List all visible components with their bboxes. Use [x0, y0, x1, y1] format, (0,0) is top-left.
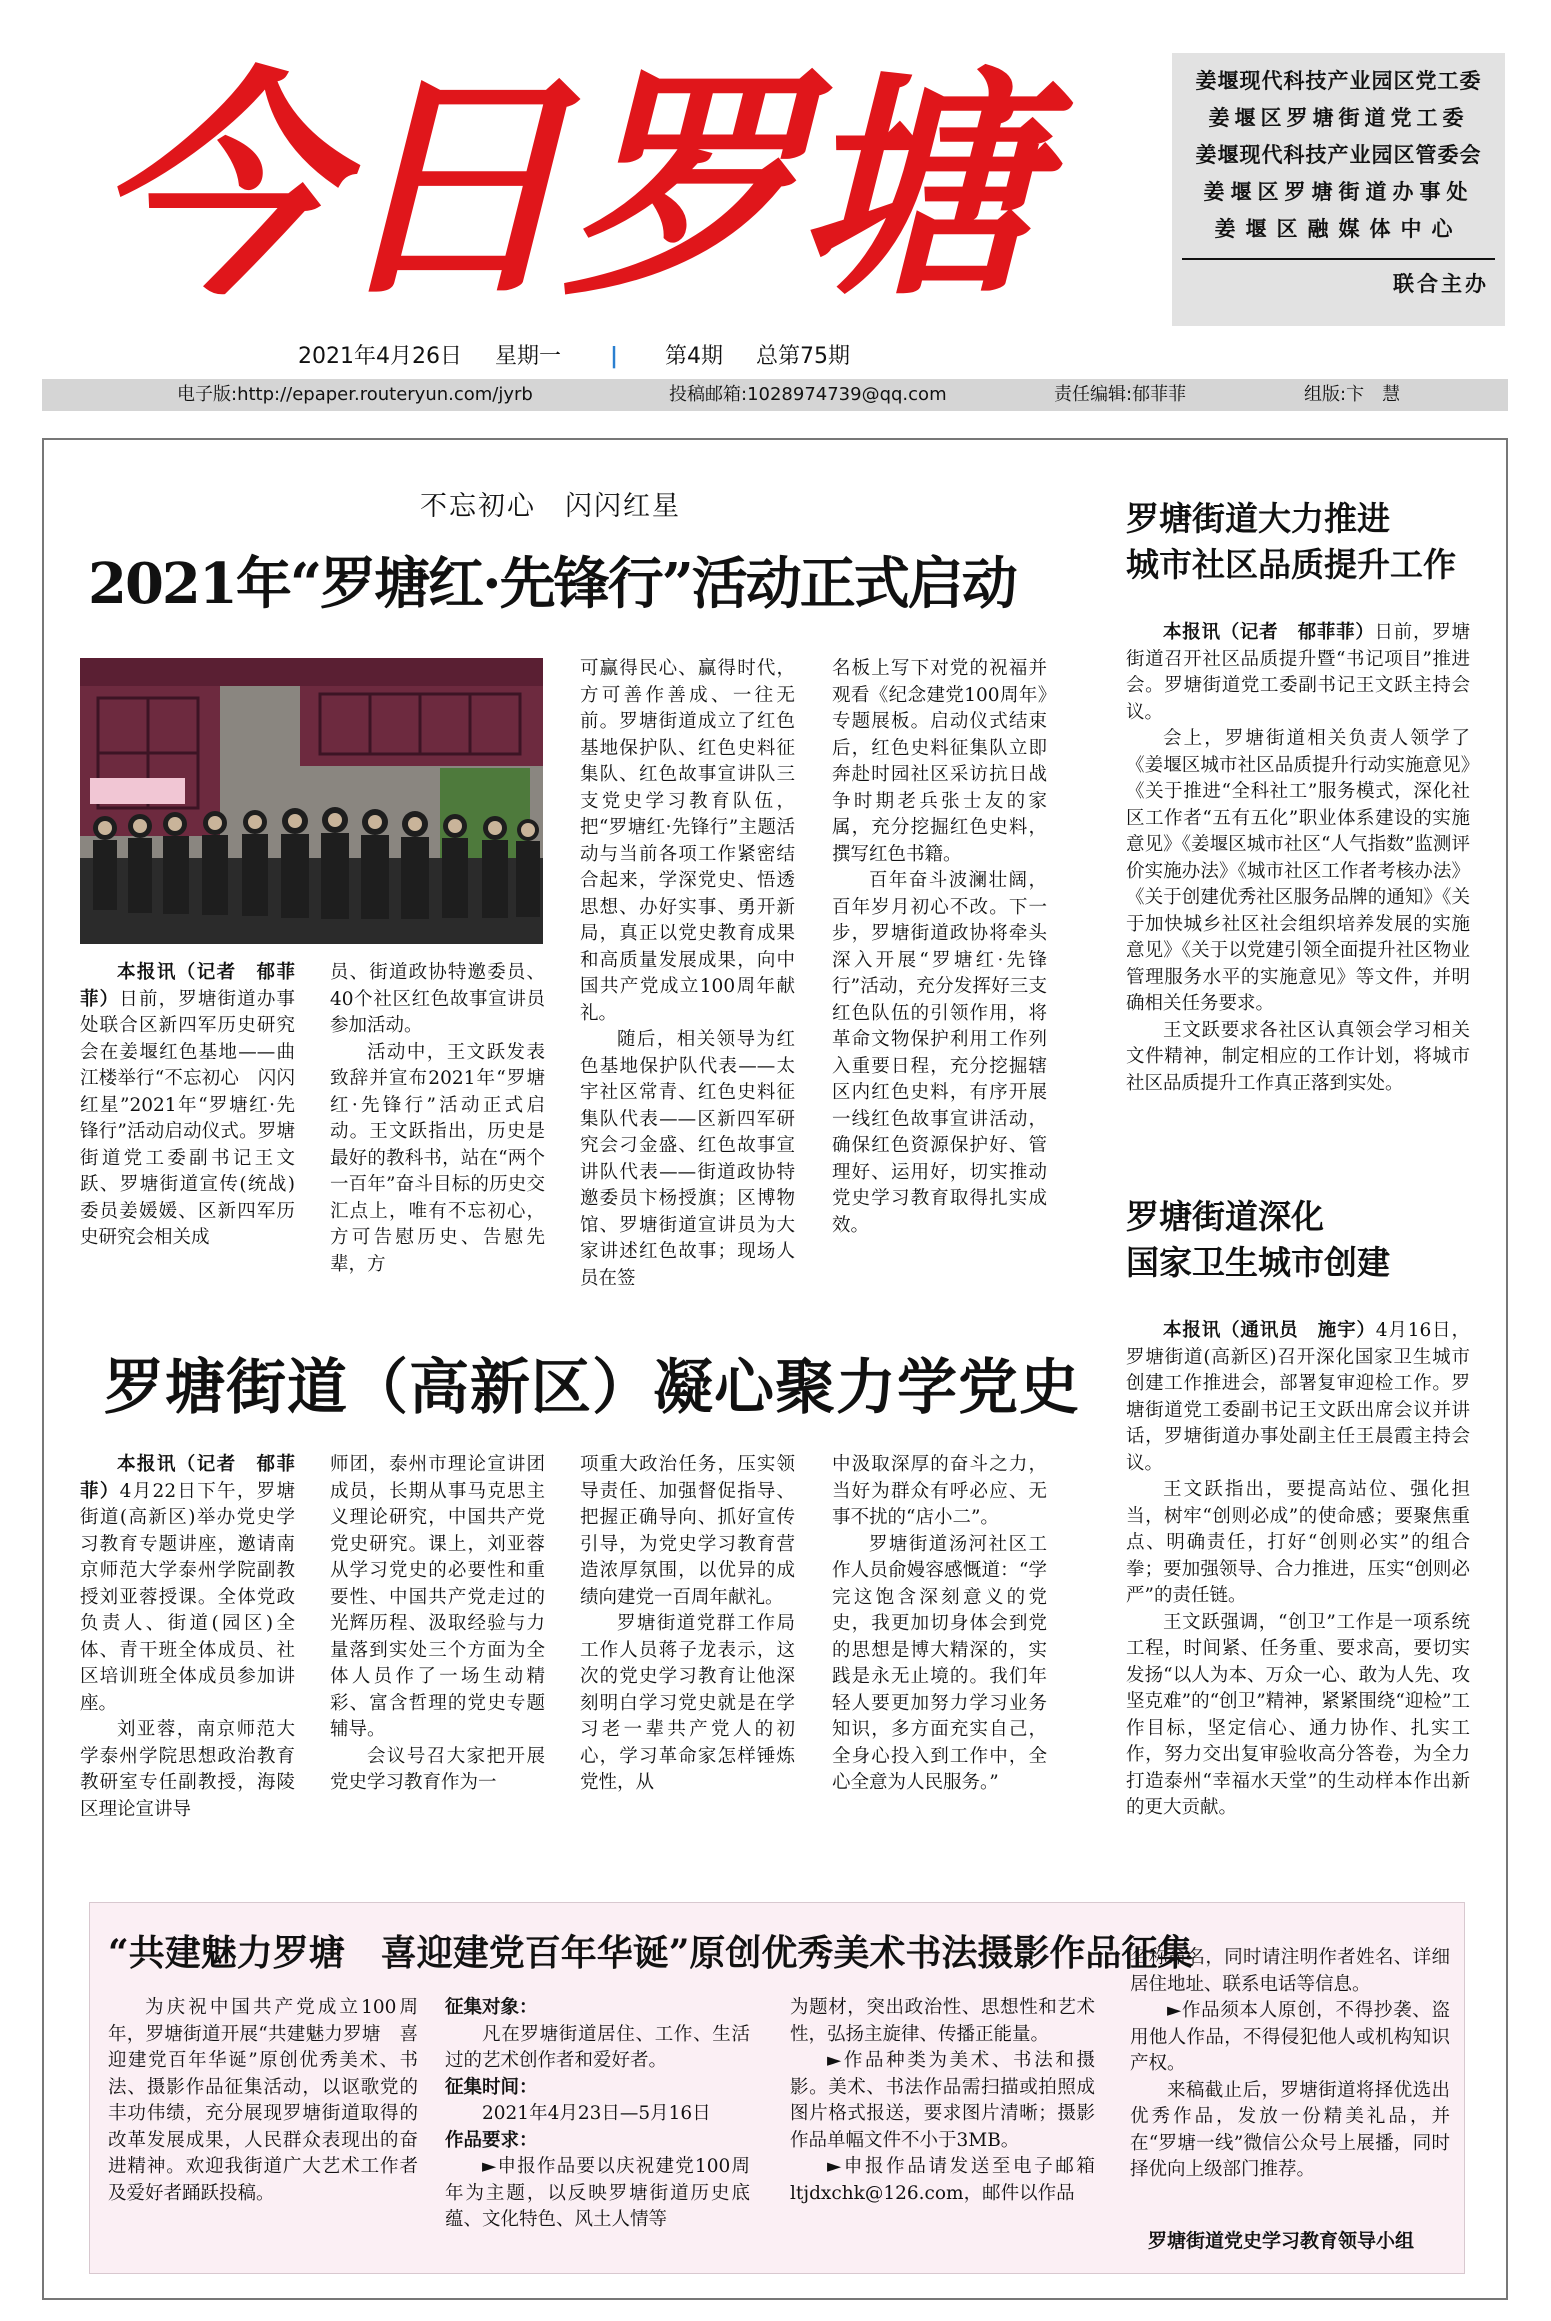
dateline [298, 337, 876, 377]
sidebar2-byline: 本报讯（通讯员 施宇） [1163, 1320, 1376, 1341]
info-bar [42, 379, 1508, 411]
event-photo-illustration [80, 658, 543, 944]
notice-label: 作品要求： [445, 2129, 538, 2151]
notice-paragraph: 2021年4月23日—5月16日 [482, 2103, 711, 2124]
notice-paragraph: 凡在罗塘街道居住、工作、生活过的艺术创作者和爱好者。 [445, 2023, 750, 2071]
notice-column-4 [1130, 1945, 1450, 2215]
article2-paragraph: 罗塘街道党群工作局工作人员蒋子龙表示，这次的党史学习教育让他深刻明白学习党史就是在学习老一辈共产党人的初心，学习革命家怎样锤炼党性，从 [580, 1613, 795, 1793]
issue-weekday: 星期一 [494, 344, 561, 369]
sidebar2-headline-line1: 罗塘街道深化 [1126, 1197, 1324, 1236]
epaper-link[interactable]: 电子版:http://epaper.routeryun.com/jyrb [177, 384, 533, 405]
article1-headline: 2021年“罗塘红·先锋行”活动正式启动 [88, 551, 1016, 617]
sponsor-line: 姜堰区罗塘街道党工委 [1208, 106, 1469, 130]
notice-paragraph: ►作品种类为美术、书法和摄影。美术、书法作品需扫描或拍照成图片格式报送，要求图片清晰；摄影作品单幅文件不小于3MB。 [790, 2050, 1095, 2151]
notice-column-1 [108, 1995, 418, 2255]
submission-email[interactable]: 投稿邮箱:1028974739@qq.com [669, 384, 947, 405]
article2-column-1 [80, 1452, 295, 1824]
article1-paragraph: 员、街道政协特邀委员、40个社区红色故事宣讲员参加活动。 [330, 962, 545, 1036]
sidebar1-paragraph: 王文跃要求各社区认真领会学习相关文件精神，制定相应的工作计划，将城市社区品质提升工作真正落到实处。 [1126, 1019, 1470, 1094]
article2-paragraph: 会议号召大家把开展党史学习教育作为一 [330, 1745, 545, 1793]
sidebar2-headline-line2: 国家卫生城市创建 [1126, 1243, 1390, 1282]
article2-column-3 [580, 1452, 795, 1824]
sidebar1-byline: 本报讯（记者 郁菲菲） [1163, 622, 1375, 643]
article2-column-2 [330, 1452, 545, 1824]
article1-paragraph: 随后，相关领导为红色基地保护队代表——太宇社区常青、红色史料征集队代表——区新四军研究会刁金盛、红色故事宣讲队代表——街道政协特邀委员卞杨授旗；区博物馆、罗塘街道宣讲员为大家讲述红色故事；现场人员在签 [580, 1029, 795, 1289]
event-photo [80, 658, 543, 944]
sidebar1-body [1126, 620, 1470, 1120]
notice-paragraph: ►作品须本人原创，不得抄袭、盗用他人作品，不得侵犯他人或机构知识产权。 [1130, 2000, 1450, 2074]
sponsor-line: 姜堰区融媒体中心 [1214, 217, 1463, 241]
article1-paragraph: 活动中，王文跃发表致辞并宣布2021年“罗塘红·先锋行”活动正式启动。王文跃指出，历史是最好的教科书，站在“两个一百年”奋斗目标的历史交汇点上，唯有不忘初心，方可告慰历史、告慰先辈，方 [330, 1041, 545, 1275]
notice-paragraph: 为题材，突出政治性、思想性和艺术性，弘扬主旋律、传播正能量。 [790, 1997, 1095, 2045]
sidebar1-headline-line1: 罗塘街道大力推进 [1126, 499, 1390, 538]
sidebar2-paragraph: 王文跃强调，“创卫”工作是一项系统工程，时间紧、任务重、要求高，要切实发扬“以人为本、万众一心、敢为人先、攻坚克难”的“创卫”精神，紧紧围绕“迎检”工作目标，坚定信心、通力协作、扎实工作，努力交出复审验收高分答卷，为全力打造泰州“幸福水天堂”的生动样本作出新的更大贡献。 [1126, 1611, 1470, 1818]
sponsors-box [1172, 53, 1505, 326]
notice-column-3 [790, 1995, 1095, 2255]
article1-column-4 [832, 656, 1047, 1272]
sidebar1-headline-line2: 城市社区品质提升工作 [1126, 545, 1456, 584]
article1-paragraph: 可赢得民心、赢得时代，方可善作善成、一往无前。罗塘街道成立了红色基地保护队、红色史料征集队、红色故事宣讲队三支党史学习教育队伍，把“罗塘红·先锋行”主题活动与当前各项工作紧密结合起来，学深党史、悟透思想、办好实事、勇开新局，真正以党史教育成果和高质量发展成果，向中国共产党成立100周年献礼。 [580, 658, 795, 1024]
article2-column-4 [832, 1452, 1047, 1824]
notice-label: 征集时间： [445, 2076, 538, 2098]
article2-paragraph: 项重大政治任务，压实领导责任、加强督促指导、把握正确导向、抓好宣传引导，为党史学习教育营造浓厚氛围，以优异的成绩向建党一百周年献礼。 [580, 1454, 795, 1608]
sidebar2-paragraph: 王文跃指出，要提高站位、强化担当，树牢“创则必成”的使命感；要聚焦重点、明确责任，打好“创则必实”的组合拳；要加强领导、合力推进，压实“创则必严”的责任链。 [1126, 1479, 1470, 1606]
notice-column-2 [445, 1995, 750, 2255]
sponsor-divider [1182, 258, 1495, 260]
sponsor-line: 姜堰现代科技产业园区党工委 [1195, 69, 1482, 93]
article1-column-1 [80, 960, 295, 1272]
sponsor-role: 联合主办 [1393, 272, 1489, 296]
issue-number: 第4期 [665, 344, 724, 369]
issue-total: 总第75期 [756, 344, 851, 369]
sponsor-line: 姜堰现代科技产业园区管委会 [1195, 143, 1482, 167]
article1-text: 日前，罗塘街道办事处联合区新四军历史研究会在姜堰红色基地——曲江楼举行“不忘初心 闪闪红星”2021年“罗塘红·先锋行”活动启动仪式。罗塘街道党工委副书记王文跃、罗塘街道宣传(统战)委员姜媛媛、区新四军历史研究会相关成 [80, 988, 295, 1248]
notice-paragraph: ►申报作品请发送至电子邮箱ltjdxchk@126.com，邮件以作品 [790, 2156, 1095, 2204]
sidebar2-text: 4月16日，罗塘街道(高新区)召开深化国家卫生城市创建工作推进会，部署复审迎检工作。罗塘街道党工委副书记王文跃出席会议并讲话，罗塘街道办事处副主任王晨霞主持会议。 [1126, 1320, 1470, 1474]
article1-column-3 [580, 656, 795, 1289]
sidebar2-headline [1126, 1194, 1390, 1286]
article2-paragraph: 罗塘街道汤河社区工作人员俞嫚容感慨道：“学完这饱含深刻意义的党史，我更加切身体会到党的思想是博大精深的，实践是永无止境的。我们年轻人要更加努力学习业务知识，多方面充实自己，全身心投入到工作中，全心全意为人民服务。” [832, 1533, 1047, 1793]
responsible-editor: 责任编辑:郁菲菲 [1054, 384, 1187, 405]
article2-paragraph: 刘亚蓉，南京师范大学泰州学院思想政治教育教研室专任副教授，海陵区理论宣讲导 [80, 1719, 295, 1820]
article1-paragraph: 名板上写下对党的祝福并观看《纪念建党100周年》专题展板。启动仪式结束后，红色史料征集队立即奔赴时园社区采访抗日战争时期老兵张士友的家属，充分挖掘红色史料，撰写红色书籍。 [832, 658, 1047, 865]
article2-byline: 本报讯（记者 郁菲菲） [80, 1454, 295, 1502]
article1-column-2 [330, 960, 545, 1275]
article1-byline: 本报讯（记者 郁菲菲） [80, 962, 295, 1010]
sidebar1-text: 日前，罗塘街道召开社区品质提升暨“书记项目”推进会。罗塘街道党工委副书记王文跃主持会议。 [1126, 622, 1470, 723]
sidebar2-body [1126, 1318, 1470, 1838]
layout-editor: 组版:卞 慧 [1304, 384, 1401, 405]
notice-credit: 罗塘街道党史学习教育领导小组 [1148, 2230, 1415, 2252]
sidebar1-headline [1126, 496, 1456, 588]
article1-paragraph: 百年奋斗波澜壮阔，百年岁月初心不改。下一步，罗塘街道政协将牵头深入开展“罗塘红·先锋行”活动，充分发挥好三支红色队伍的引领作用，将革命文物保护利用工作列入重要日程，充分挖掘辖区内红色史料，有序开展一线红色故事宣讲活动，确保红色资源保护好、管理好、运用好，切实推动党史学习教育取得扎实成效。 [832, 870, 1047, 1236]
notice-label: 征集对象： [445, 1997, 538, 2018]
article2-paragraph: 中汲取深厚的奋斗之力，当好为群众有呼必应、无事不扰的“店小二”。 [832, 1454, 1047, 1528]
article1-kicker: 不忘初心 闪闪红星 [420, 491, 681, 522]
issue-date: 2021年4月26日 [298, 344, 462, 369]
article2-text: 4月22日下午，罗塘街道(高新区)举办党史学习教育专题讲座，邀请南京师范大学泰州学院副教授刘亚蓉授课。全体党政负责人、街道(园区)全体、青干班全体成员、社区培训班全体成员参加讲座。 [80, 1480, 295, 1714]
masthead-title: 今日罗塘 [95, 46, 1032, 328]
notice-paragraph: 来稿截止后，罗塘街道将择优选出优秀作品，发放一份精美礼品，并在“罗塘一线”微信公众号上展播，同时择优向上级部门推荐。 [1130, 2079, 1450, 2180]
notice-headline: “共建魅力罗塘 喜迎建党百年华诞”原创优秀美术书法摄影作品征集 [108, 1932, 1194, 1974]
article2-paragraph: 师团，泰州市理论宣讲团成员，长期从事马克思主义理论研究，中国共产党党史研究。课上，刘亚蓉从学习党史的必要性和重要性、中国共产党走过的光辉历程、汲取经验与力量落到实处三个方面为全体人员作了一场生动精彩、富含哲理的党史专题辅导。 [330, 1454, 545, 1740]
sponsor-line: 姜堰区罗塘街道办事处 [1203, 180, 1474, 204]
notice-paragraph: ►申报作品要以庆祝建党100周年为主题，以反映罗塘街道历史底蕴、文化特色、风土人情等 [445, 2156, 750, 2230]
notice-paragraph: 名称命名，同时请注明作者姓名、详细居住地址、联系电话等信息。 [1130, 1947, 1450, 1995]
sidebar1-paragraph: 会上，罗塘街道相关负责人领学了《姜堰区城市社区品质提升行动实施意见》《关于推进“全科社工”服务模式，深化社区工作者“五有五化”职业体系建设的实施意见》《姜堰区城市社区“人气指数”监测评价实施办法》《城市社区工作者考核办法》《关于创建优秀社区服务品牌的通知》《关于加快城乡社区社会组织培养发展的实施意见》《关于以党建引领全面提升社区物业管理服务水平的实施意见》等文件，并明确相关任务要求。 [1126, 728, 1470, 1014]
dateline-separator: | [610, 344, 619, 369]
notice-paragraph: 为庆祝中国共产党成立100周年，罗塘街道开展“共建魅力罗塘 喜迎建党百年华诞”原创优秀美术、书法、摄影作品征集活动，以讴歌党的丰功伟绩，充分展现罗塘街道取得的改革发展成果，人民群众表现出的奋进精神。欢迎我街道广大艺术工作者及爱好者踊跃投稿。 [108, 1997, 418, 2204]
article2-headline: 罗塘街道（高新区）凝心聚力学党史 [104, 1353, 1080, 1423]
